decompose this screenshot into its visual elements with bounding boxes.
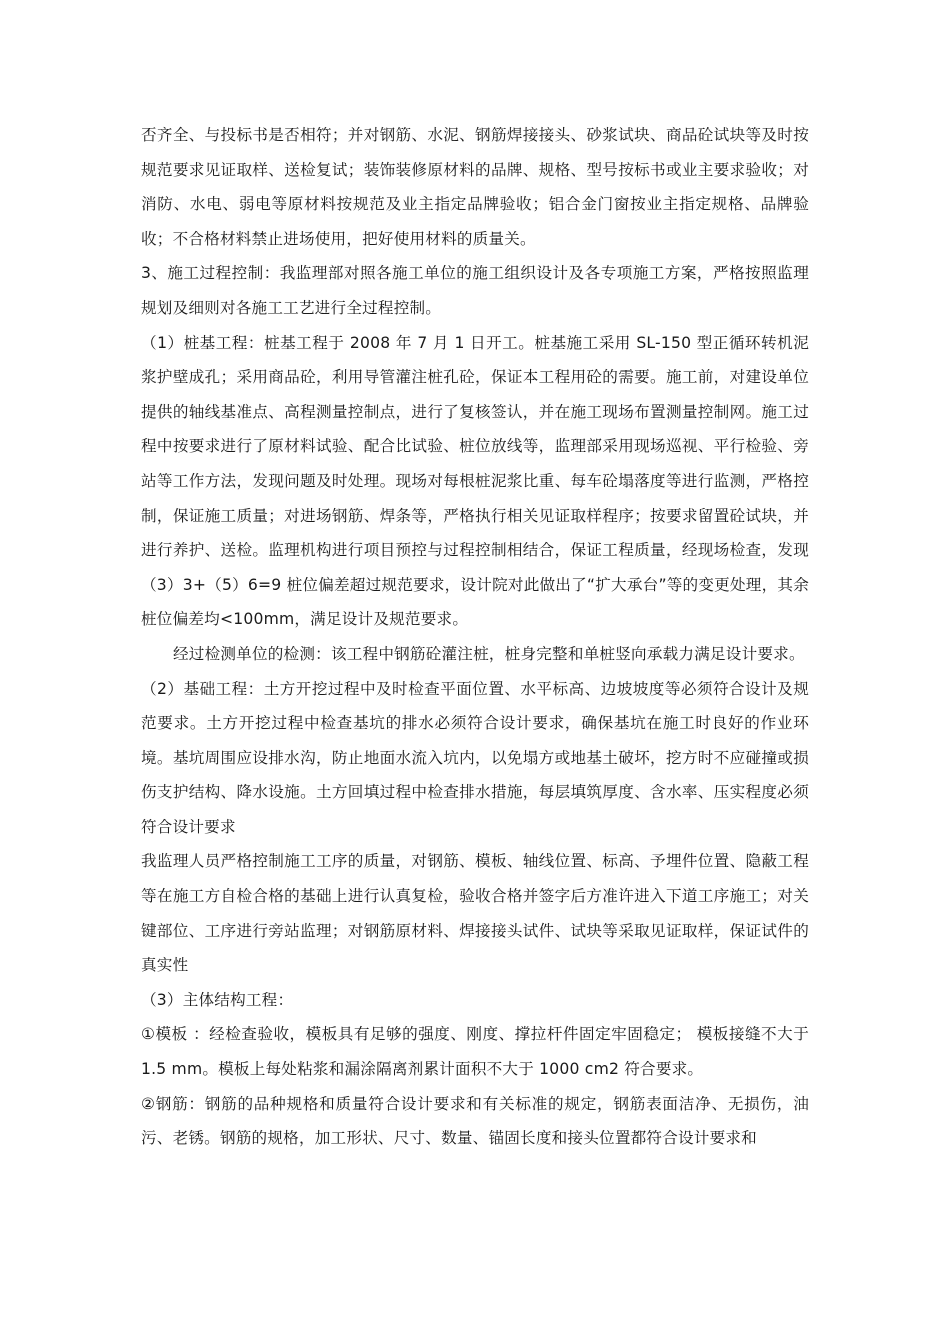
paragraph-foundation-works: （2）基础工程：土方开挖过程中及时检查平面位置、水平标高、边坡坡度等必须符合设计及规范要求。土方开挖过程中检查基坑的排水必须符合设计要求，确保基坑在施工时良好的作业环境。基坑周围应设排水沟，防止地面水流入坑内，以免塌方或地基土破坏，挖方时不应碰撞或损伤支护结构、降水设施。土方回填过程中检查排水措施，每层填筑厚度、含水率、压实程度必须符合设计要求 [141,679,809,836]
paragraph-supervision-procedure: 我监理人员严格控制施工工序的质量，对钢筋、模板、轴线位置、标高、予埋件位置、隐蔽工程等在施工方自检合格的基础上进行认真复检，验收合格并签字后方准许进入下道工序施工；对关键部位、工序进行旁站监理；对钢筋原材料、焊接接头试件、试块等采取见证取样，保证试件的真实性 [141,852,809,975]
heading-main-structure: （3）主体结构工程： [141,990,294,1009]
paragraph-process-control: 3、施工过程控制：我监理部对照各施工单位的施工组织设计及各专项施工方案，严格按照监理规划及细则对各施工工艺进行全过程控制。 [141,264,809,317]
paragraph-pile-test-result: 经过检测单位的检测：该工程中钢筋砼灌注桩，桩身完整和单桩竖向承载力满足设计要求。 [173,644,805,663]
document-body [141,118,809,1156]
paragraph-pile-foundation: （1）桩基工程：桩基工程于 2008 年 7 月 1 日开工。桩基施工采用 SL-150 型正循环转机泥浆护壁成孔；采用商品砼，利用导管灌注桩孔砼，保证本工程用砼的需要。施工前，对建设单位提供的轴线基准点、高程测量控制点，进行了复核签认，并在施工现场布置测量控制网。施工过程中按要求进行了原材料试验、配合比试验、桩位放线等，监理部采用现场巡视、平行检验、旁站等工作方法，发现问题及时处理。现场对每根桩泥浆比重、每车砼塌落度等进行监测，严格控制，保证施工质量；对进场钢筋、焊条等，严格执行相关见证取样程序；按要求留置砼试块，并进行养护、送检。监理机构进行项目预控与过程控制相结合，保证工程质量，经现场检查，发现（3）3+（5）6=9 桩位偏差超过规范要求，设计院对此做出了“扩大承台”等的变更处理，其余桩位偏差均<100mm，满足设计及规范要求。 [141,333,809,629]
paragraph-rebar: ②钢筋：钢筋的品种规格和质量符合设计要求和有关标准的规定，钢筋表面洁净、无损伤，油污、老锈。钢筋的规格，加工形状、尺寸、数量、锚固长度和接头位置都符合设计要求和 [141,1094,809,1148]
paragraph-formwork: ①模板 ：经检查验收，模板具有足够的强度、刚度、撑拉杆件固定牢固稳定； 模板接缝不大于 1.5 mm。模板上每处粘浆和漏涂隔离剂累计面积不大于 1000 cm2 符合要求。 [141,1025,809,1079]
paragraph-materials-acceptance: 否齐全、与投标书是否相符；并对钢筋、水泥、钢筋焊接接头、砂浆试块、商品砼试块等及时按规范要求见证取样、送检复试；装饰装修原材料的品牌、规格、型号按标书或业主要求验收；对消防、水电、弱电等原材料按规范及业主指定品牌验收；铝合金门窗按业主指定规格、品牌验收；不合格材料禁止进场使用，把好使用材料的质量关。 [141,126,809,248]
